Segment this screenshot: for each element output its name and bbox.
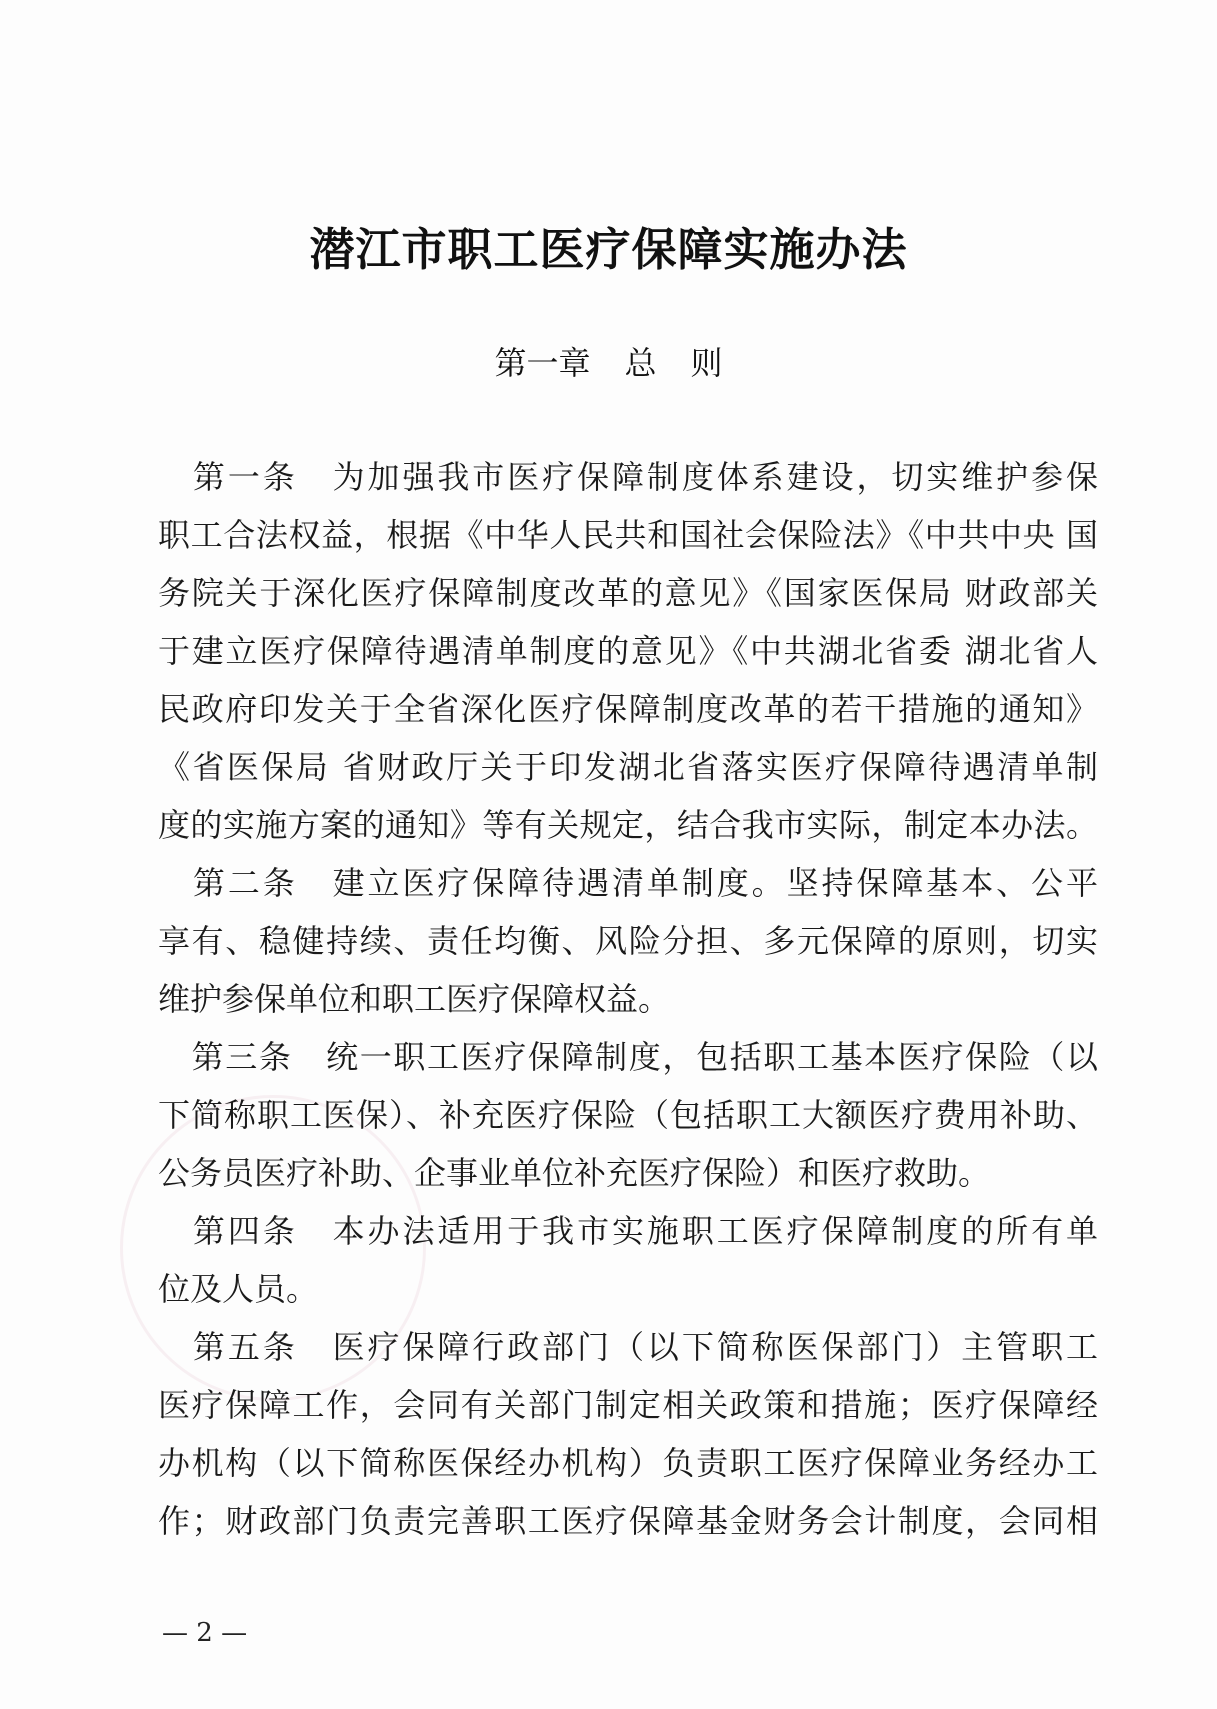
text-line: 位及人员。 (158, 1270, 319, 1308)
chapter-number: 第一章 (494, 344, 591, 382)
chapter-name-2: 则 (690, 344, 723, 382)
text-line: 于建立医疗保障待遇清单制度的意见》《中共湖北省委 湖北省人 (158, 632, 1098, 670)
text-line: 第二条 建立医疗保障待遇清单制度。坚持保障基本、公平 (158, 864, 1098, 902)
text-line: 公务员医疗补助、企事业单位补充医疗保险）和医疗救助。 (158, 1154, 991, 1192)
document-title: 潜江市职工医疗保障实施办法 (309, 223, 908, 276)
text-line: 第一条 为加强我市医疗保障制度体系建设，切实维护参保 (158, 458, 1098, 496)
text-line: 维护参保单位和职工医疗保障权益。 (158, 980, 671, 1018)
page-number: — 2 — (162, 1618, 248, 1648)
document-body (158, 448, 1098, 1550)
chapter-name-1: 总 (624, 344, 657, 382)
text-line: 民政府印发关于全省深化医疗保障制度改革的若干措施的通知》 (158, 690, 1098, 728)
text-line: 作；财政部门负责完善职工医疗保障基金财务会计制度，会同相 (158, 1502, 1098, 1540)
text-line: 《省医保局 省财政厅关于印发湖北省落实医疗保障待遇清单制 (158, 748, 1098, 786)
text-line: 第四条 本办法适用于我市实施职工医疗保障制度的所有单 (158, 1212, 1098, 1250)
text-line: 度的实施方案的通知》等有关规定，结合我市实际，制定本办法。 (158, 806, 1098, 844)
text-line: 办机构（以下简称医保经办机构）负责职工医疗保障业务经办工 (158, 1444, 1098, 1482)
text-line: 医疗保障工作，会同有关部门制定相关政策和措施；医疗保障经 (158, 1386, 1098, 1424)
text-line: 下简称职工医保）、补充医疗保险（包括职工大额医疗费用补助、 (158, 1096, 1098, 1134)
text-line: 第三条 统一职工医疗保障制度，包括职工基本医疗保险（以 (158, 1038, 1098, 1076)
chapter-heading (0, 338, 1217, 384)
text-line: 务院关于深化医疗保障制度改革的意见》《国家医保局 财政部关 (158, 574, 1098, 612)
text-line: 享有、稳健持续、责任均衡、风险分担、多元保障的原则，切实 (158, 922, 1098, 960)
text-line: 第五条 医疗保障行政部门（以下简称医保部门）主管职工 (158, 1328, 1098, 1366)
text-line: 职工合法权益，根据《中华人民共和国社会保险法》《中共中央 国 (158, 516, 1098, 554)
